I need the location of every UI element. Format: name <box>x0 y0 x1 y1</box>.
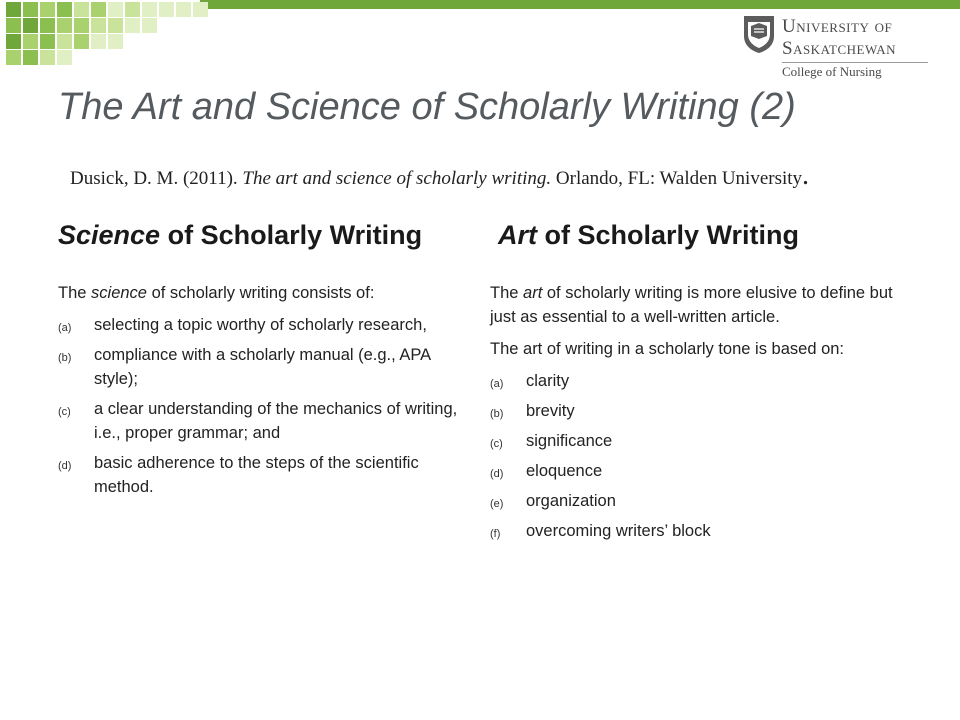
mosaic-square <box>40 50 55 65</box>
citation-publisher: Orlando, FL: Walden University <box>555 168 803 189</box>
science-intro <box>58 281 468 305</box>
art-intro-2: The art of writing in a scholarly tone is based on: <box>490 340 845 358</box>
art-heading-rest: of Scholarly Writing <box>537 220 800 250</box>
list-item <box>490 399 900 423</box>
mosaic-square <box>23 18 38 33</box>
science-heading-em: Science <box>58 220 161 250</box>
list-marker: (b) <box>58 352 72 364</box>
mosaic-square <box>6 18 21 33</box>
art-intro-em: art <box>523 284 543 302</box>
mosaic-square <box>176 2 191 17</box>
list-item-text: organization <box>526 492 616 510</box>
list-item-text: clarity <box>526 372 570 390</box>
mosaic-square <box>23 2 38 17</box>
list-marker: (d) <box>58 460 72 472</box>
science-heading-rest: of Scholarly Writing <box>160 220 423 250</box>
mosaic-square <box>40 34 55 49</box>
mosaic-square <box>142 2 157 17</box>
mosaic-square <box>74 34 89 49</box>
list-item-text: eloquence <box>526 462 603 480</box>
list-item <box>490 519 900 543</box>
list-item <box>58 397 468 445</box>
mosaic-square <box>6 2 21 17</box>
science-heading <box>58 220 468 251</box>
art-column <box>490 220 900 549</box>
mosaic-square <box>23 34 38 49</box>
list-item-text: selecting a topic worthy of scholarly research, <box>94 316 427 334</box>
science-body <box>58 281 468 499</box>
list-marker: (c) <box>58 406 71 418</box>
science-list <box>58 313 468 499</box>
citation-end: . <box>802 160 810 191</box>
art-intro-post: of scholarly writing is more elusive to define but just as essential to a well-written article. <box>490 284 893 326</box>
mosaic-square <box>108 2 123 17</box>
university-name-line1: University of <box>782 16 893 37</box>
list-item <box>58 343 468 391</box>
list-item <box>58 451 468 499</box>
mosaic-square <box>91 18 106 33</box>
mosaic-square <box>40 18 55 33</box>
art-heading-em: Art <box>498 220 537 250</box>
art-intro <box>490 281 900 329</box>
university-logo <box>742 14 942 80</box>
mosaic-square <box>125 2 140 17</box>
mosaic-square <box>57 2 72 17</box>
art-list <box>490 369 900 543</box>
university-name-line2: Saskatchewan <box>782 38 897 59</box>
college-name: College of Nursing <box>782 64 882 79</box>
science-intro-post: of scholarly writing consists of: <box>146 284 375 302</box>
mosaic-square <box>91 2 106 17</box>
logo-divider <box>782 62 928 63</box>
mosaic-square <box>193 2 208 17</box>
mosaic-square <box>108 18 123 33</box>
list-item <box>490 459 900 483</box>
mosaic-square <box>74 2 89 17</box>
list-item <box>58 313 468 337</box>
citation-work: The art and science of scholarly writing. <box>242 168 552 189</box>
list-marker: (e) <box>490 498 504 510</box>
university-crest-icon <box>742 14 776 54</box>
science-intro-pre: The <box>58 284 92 302</box>
citation <box>70 160 810 191</box>
list-marker: (f) <box>490 528 501 540</box>
list-marker: (a) <box>58 322 72 334</box>
mosaic-square <box>159 2 174 17</box>
list-item <box>490 429 900 453</box>
green-mosaic-decoration <box>0 0 260 64</box>
list-item-text: overcoming writers’ block <box>526 522 711 540</box>
mosaic-square <box>57 50 72 65</box>
list-item-text: basic adherence to the steps of the scientific method. <box>94 454 419 496</box>
list-item-text: a clear understanding of the mechanics of writing, i.e., proper grammar; and <box>94 400 458 442</box>
mosaic-square <box>57 34 72 49</box>
list-item <box>490 369 900 393</box>
list-marker: (c) <box>490 438 503 450</box>
list-item <box>490 489 900 513</box>
list-marker: (b) <box>490 408 504 420</box>
top-accent-bar <box>200 0 960 9</box>
mosaic-square <box>74 18 89 33</box>
list-item-text: compliance with a scholarly manual (e.g., APA style); <box>94 346 431 388</box>
mosaic-square <box>57 18 72 33</box>
citation-authors: Dusick, D. M. (2011). <box>70 168 238 189</box>
mosaic-square <box>125 18 140 33</box>
list-marker: (a) <box>490 378 504 390</box>
list-item-text: brevity <box>526 402 575 420</box>
mosaic-square <box>91 34 106 49</box>
mosaic-square <box>40 2 55 17</box>
art-heading <box>498 220 900 251</box>
mosaic-square <box>6 34 21 49</box>
slide-title: The Art and Science of Scholarly Writing (2) <box>58 86 796 128</box>
science-intro-em: science <box>91 284 147 302</box>
art-intro-pre: The <box>490 284 524 302</box>
mosaic-square <box>142 18 157 33</box>
science-column <box>58 220 468 505</box>
mosaic-square <box>108 34 123 49</box>
mosaic-square <box>23 50 38 65</box>
art-body <box>490 281 900 543</box>
list-item-text: significance <box>526 432 613 450</box>
mosaic-square <box>6 50 21 65</box>
list-marker: (d) <box>490 468 504 480</box>
